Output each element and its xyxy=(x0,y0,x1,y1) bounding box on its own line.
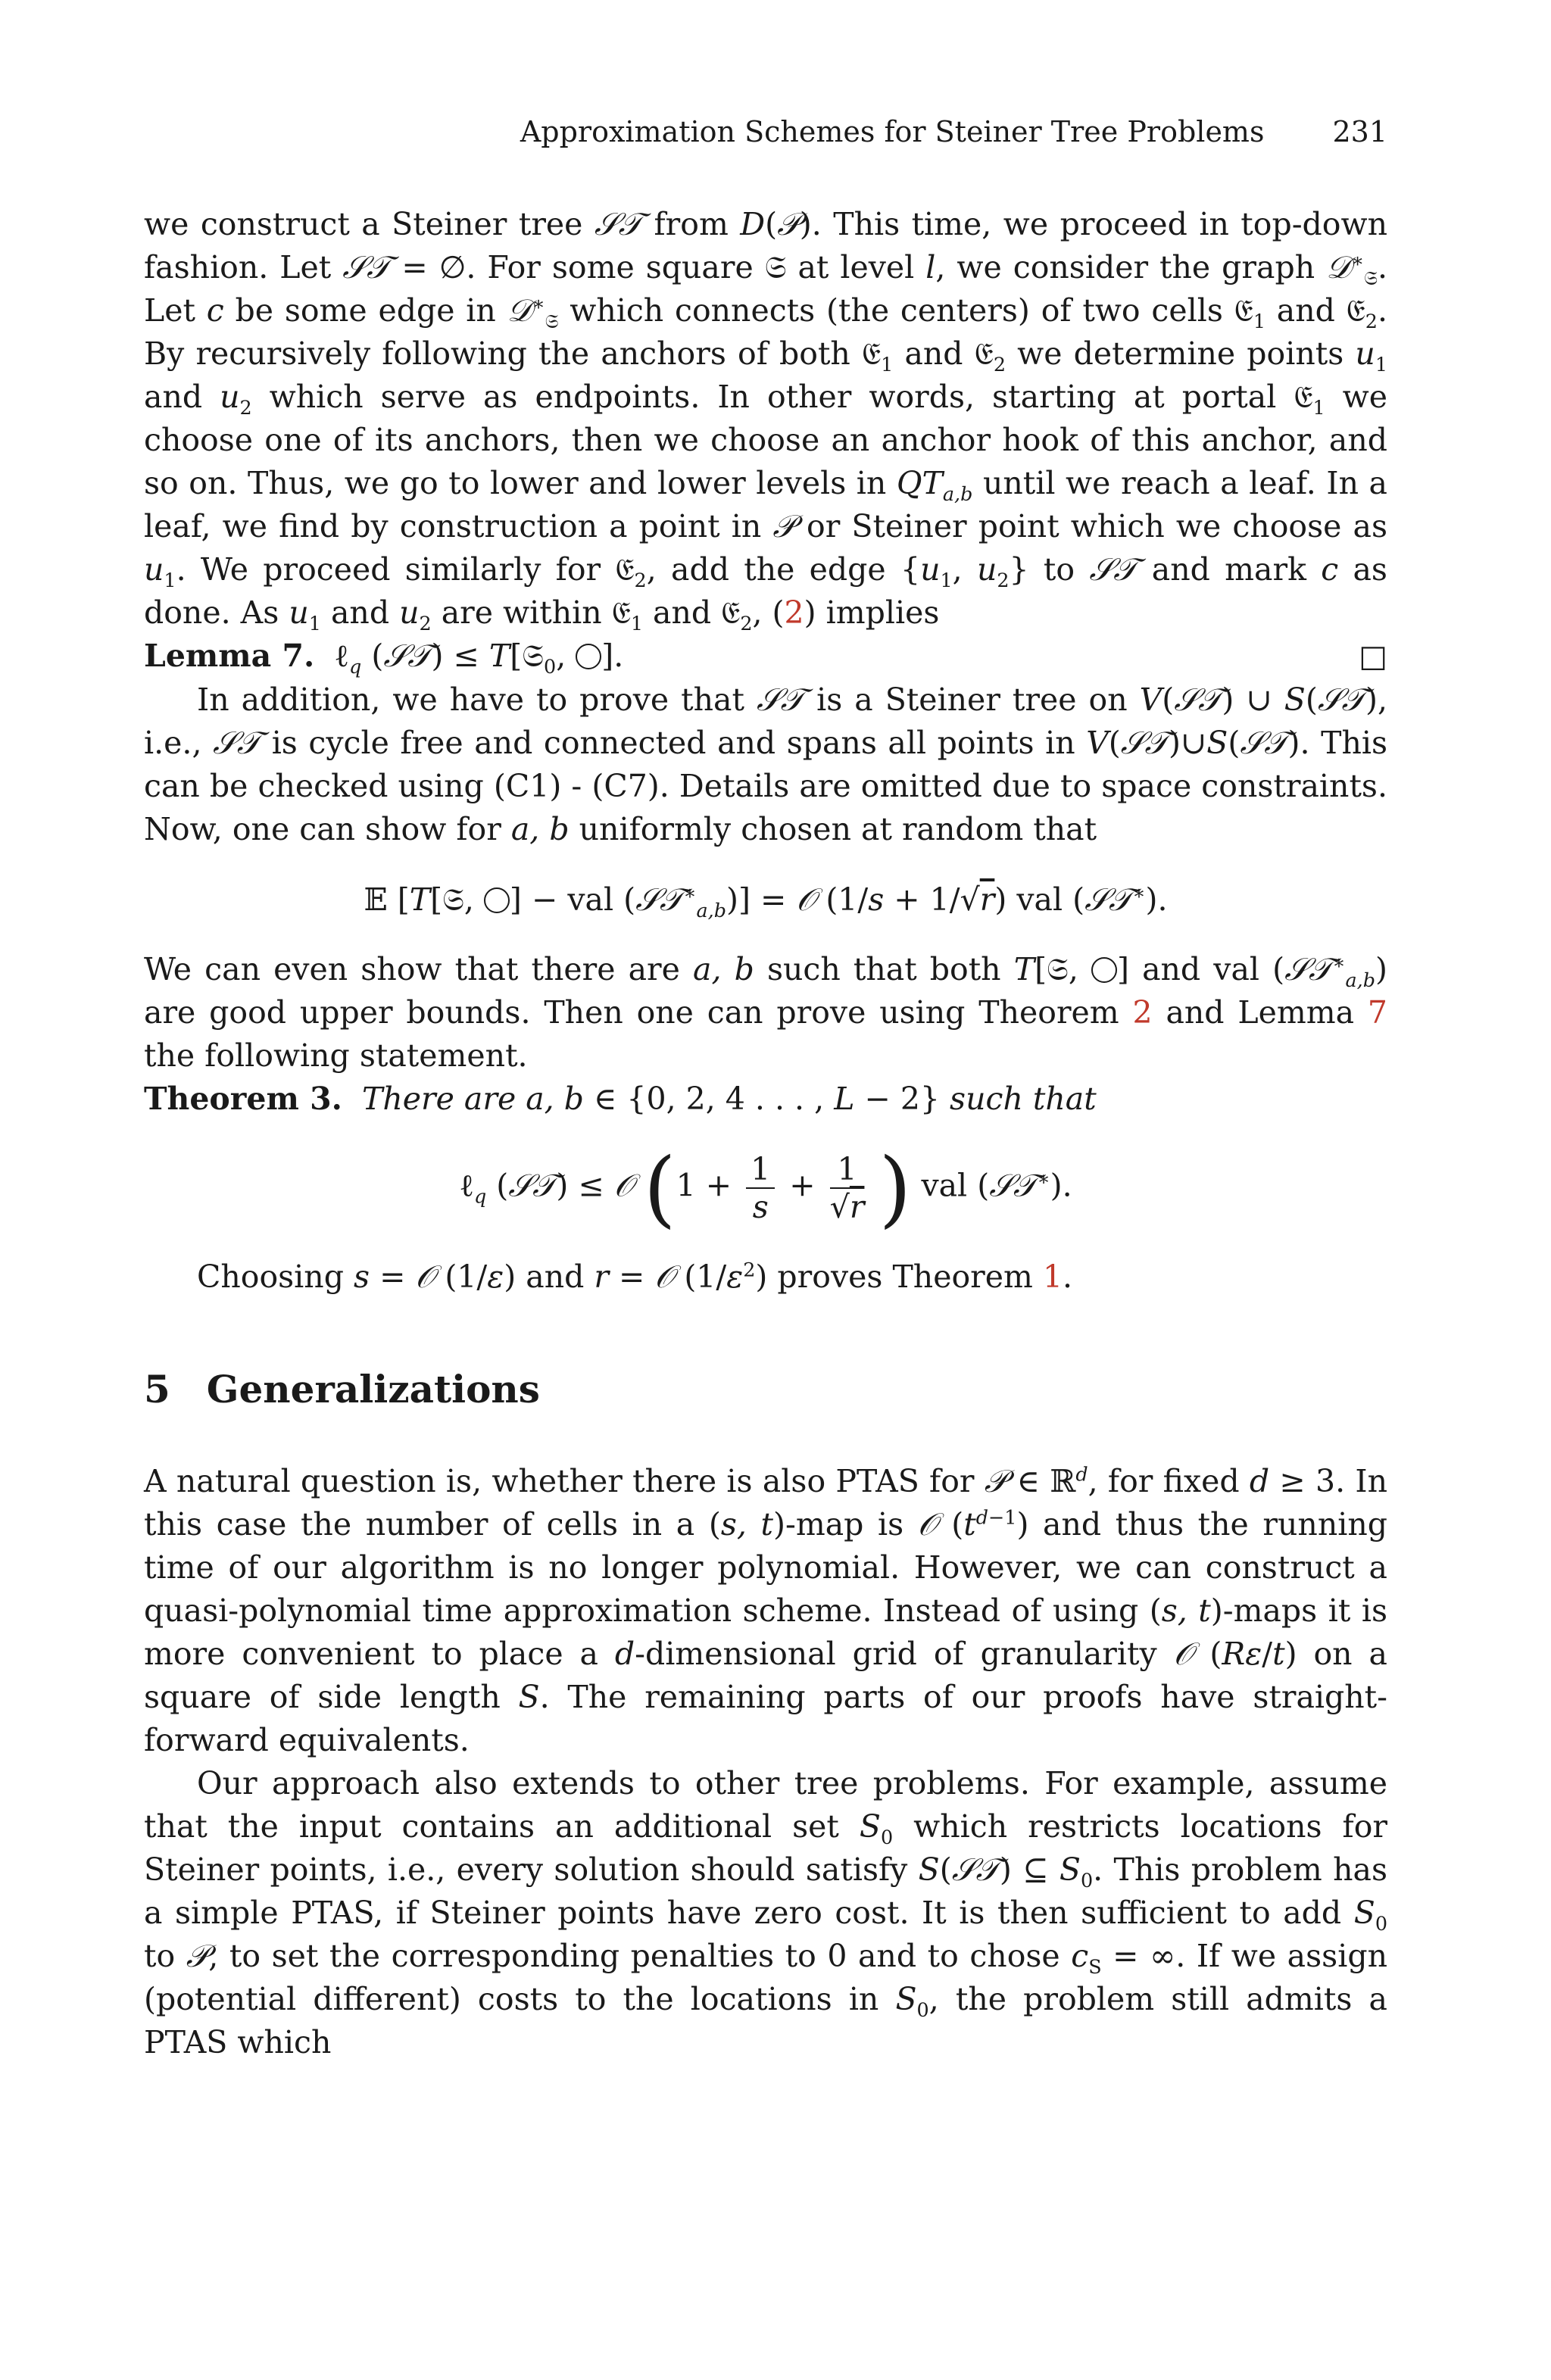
lemma-7: Lemma 7. ℓ$_q$ (𝒮𝒯) ≤ T[𝔖$_0$, ]. □ xyxy=(144,635,1387,678)
equation-theorem-3: ℓ$_q$ (𝒮𝒯) ≤ 𝒪 (1 + $\frac{1}{s}$ + $\frac{1}{√r}$ ) val (𝒮𝒯∗). xyxy=(459,1140,1072,1237)
paragraph-higher-dimensions: A natural question is, whether there is also PTAS for 𝒫 ∈ ℝ$^d$, for fixed d ≥ 3. In this case the number of cells in a (s, t)-map is 𝒪 $(t^{d-1})$ and thus the running time of our algorithm is no longer polynomial. However, we can construct a quasi-polynomial time approximation scheme. Instead of using (s, t)-maps it is more convenient to place a d-dimensional grid of granularity 𝒪 (Rε/t) on a square of side length S. The remaining parts of our proofs have straight-forward equivalents. xyxy=(144,1462,1387,1758)
section-heading xyxy=(144,1367,1387,1411)
page-number: 231 xyxy=(1332,115,1387,148)
paragraph-upper-bounds: We can even show that there are a, b such that both T[𝔖, ] and val (𝒮𝒯∗$_{a,b}$) are good upper bounds. Then one can prove using Theorem 2 and Lemma 7 the following statement. xyxy=(144,950,1388,1074)
qed-symbol: □ xyxy=(1359,639,1387,674)
paragraph-other-tree-problems: Our approach also extends to other tree problems. For example, assume that the input contains an additional set $S_0$ which restricts locations for Steiner points, i.e., every solution should satisfy S(𝒮𝒯) ⊆ $S_0$. This problem has a simple PTAS, if Steiner points have zero cost. It is then sufficient to add $S_0$ to 𝒫, to set the corresponding penalties to 0 and to chose $c_S$ = ∞. If we assign (potential different) costs to the locations in $S_0$, the problem still admits a PTAS which xyxy=(144,1765,1387,2060)
paragraph-proof-sketch: In addition, we have to prove that 𝒮𝒯 is a Steiner tree on V(𝒮𝒯) ∪ S(𝒮𝒯), i.e., 𝒮𝒯 is cycle free and connected and spans all points in V(𝒮𝒯)∪S(𝒮𝒯). This can be checked using (C1) - (C7). Details are omitted due to space constraints. Now, one can show for a, b uniformly chosen at random that xyxy=(144,682,1388,847)
section-title: Generalizations xyxy=(206,1367,540,1411)
equation-expectation: 𝔼 [T[𝔖, ] − val (𝒮𝒯∗$_{a,b}$)] = 𝒪 (1/s + 1/√r) val (𝒮𝒯∗). xyxy=(364,881,1168,922)
section-number: 5 xyxy=(144,1367,170,1411)
paragraph-choosing-parameters: Choosing s = 𝒪 (1/ε) and r = 𝒪 $(1/\varepsilon^2)$ proves Theorem 1. xyxy=(197,1258,1073,1295)
paragraph-construction: we construct a Steiner tree 𝒮𝒯 from D(𝒫). This time, we proceed in top-down fashion. Let 𝒮𝒯 = ∅. For some square 𝔖 at level l, we consider the graph 𝒟∗$_𝔖$. Let c be some edge in 𝒟∗$_𝔖$ which connects (the centers) of two cells 𝔈$_1$ and 𝔈$_2$. By recursively following the anchors of both 𝔈$_1$ and 𝔈$_2$ we determine points $u_1$ and $u_2$ which serve as endpoints. In other words, starting at portal 𝔈$_1$ we choose one of its anchors, then we choose an anchor hook of this anchor, and so on. Thus, we go to lower and lower levels in $QT_{a,b}$ until we reach a leaf. In a leaf, we find by construction a point in 𝒫 or Steiner point which we choose as $u_1$. We proceed similarly for 𝔈$_2$, add the edge {$u_1$, $u_2$} to 𝒮𝒯 and mark c as done. As $u_1$ and $u_2$ are within 𝔈$_1$ and 𝔈$_2$, (2) implies xyxy=(144,206,1388,635)
page xyxy=(144,114,1387,2064)
theorem-3: Theorem 3. There are a, b ∈ {0, 2, 4 . . . , L − 2} such that xyxy=(144,1081,1097,1117)
running-head xyxy=(144,114,1387,150)
running-title: Approximation Schemes for Steiner Tree Problems xyxy=(520,115,1265,148)
